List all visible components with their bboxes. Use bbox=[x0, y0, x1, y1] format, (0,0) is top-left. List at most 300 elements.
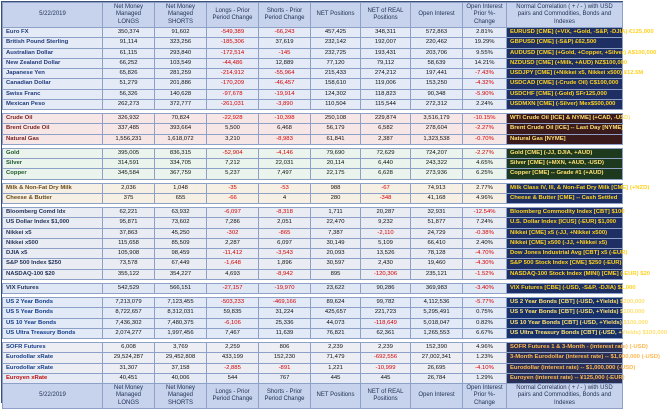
value-cell: -52,904 bbox=[207, 148, 259, 158]
instrument-name: Nikkei x500 bbox=[3, 238, 103, 248]
correlation-cell: USDMXN [CME] (-Silver) Mex$500,000 bbox=[507, 99, 623, 109]
value-cell: 314,591 bbox=[103, 159, 155, 169]
correlation-cell: Copper [CME] -- Grade #1 (+AUD) bbox=[507, 169, 623, 179]
value-cell: 2,387 bbox=[361, 134, 411, 144]
instrument-name: Canadian Dollar bbox=[3, 79, 103, 89]
value-cell: 115,544 bbox=[361, 99, 411, 109]
value-cell: 2,239 bbox=[311, 343, 361, 353]
value-cell: 1.29% bbox=[463, 373, 507, 383]
value-cell: 348,311 bbox=[361, 28, 411, 38]
value-cell: 220,462 bbox=[411, 38, 463, 48]
instrument-name: US Ultra Treasury Bonds bbox=[3, 328, 103, 338]
value-cell: 7,387 bbox=[311, 228, 361, 238]
correlation-cell: Gold [CME] (-JJ, DJIA, +AUD) bbox=[507, 148, 623, 158]
instrument-name: Swiss Franc bbox=[3, 89, 103, 99]
value-cell: 293,840 bbox=[155, 48, 207, 58]
value-cell: 4,693 bbox=[207, 269, 259, 279]
value-cell: -7.43% bbox=[463, 69, 507, 79]
table-row bbox=[3, 134, 623, 144]
correlation-cell: GBPUSD [CME] (-S&P) £62,500 bbox=[507, 38, 623, 48]
table-row bbox=[3, 79, 623, 89]
value-cell: 345,584 bbox=[103, 169, 155, 179]
value-cell: 2,036 bbox=[103, 183, 155, 193]
value-cell: 280 bbox=[311, 193, 361, 203]
value-cell: -19,970 bbox=[259, 283, 311, 293]
value-cell: 767 bbox=[259, 373, 311, 383]
instrument-name: Nikkei x5 bbox=[3, 228, 103, 238]
value-cell: -3.40% bbox=[463, 283, 507, 293]
instrument-name: DJIA x5 bbox=[3, 249, 103, 259]
value-cell: -2.27% bbox=[463, 124, 507, 134]
value-cell: 272,312 bbox=[411, 99, 463, 109]
header-longs-change: Longs - Prior Period Change bbox=[207, 3, 259, 28]
value-cell: 1,221 bbox=[311, 363, 361, 373]
instrument-name: VIX Futures bbox=[3, 283, 103, 293]
value-cell: 23,622 bbox=[311, 283, 361, 293]
cot-report-sheet bbox=[1, 1, 667, 406]
instrument-name: S&P 500 Index $250 bbox=[3, 259, 103, 269]
value-cell: 445 bbox=[361, 373, 411, 383]
value-cell: -302 bbox=[207, 228, 259, 238]
value-cell: 31,224 bbox=[259, 308, 311, 318]
value-cell: 6,628 bbox=[361, 169, 411, 179]
value-cell: 22,175 bbox=[311, 169, 361, 179]
value-cell: -97,678 bbox=[207, 89, 259, 99]
value-cell: 4.96% bbox=[463, 193, 507, 203]
value-cell: 1,997,456 bbox=[155, 328, 207, 338]
value-cell: 24,729 bbox=[411, 228, 463, 238]
value-cell: 19.29% bbox=[463, 38, 507, 48]
value-cell: 393,664 bbox=[155, 124, 207, 134]
value-cell: 250,108 bbox=[311, 114, 361, 124]
header-net: NET Positions bbox=[311, 3, 361, 28]
instrument-name: Natural Gas bbox=[3, 134, 103, 144]
value-cell: 0.82% bbox=[463, 318, 507, 328]
value-cell: 66,252 bbox=[103, 58, 155, 68]
value-cell: 3,210 bbox=[207, 134, 259, 144]
value-cell: -469,166 bbox=[259, 298, 311, 308]
value-cell: -4.10% bbox=[463, 363, 507, 373]
value-cell: 158,610 bbox=[311, 79, 361, 89]
value-cell: 337,485 bbox=[103, 124, 155, 134]
value-cell: 115,658 bbox=[103, 238, 155, 248]
table-row bbox=[3, 208, 623, 218]
value-cell: 1,618,072 bbox=[155, 134, 207, 144]
value-cell: -35 bbox=[207, 183, 259, 193]
value-cell: 566,151 bbox=[155, 283, 207, 293]
value-cell: 124,302 bbox=[311, 89, 361, 99]
instrument-name: Gold bbox=[3, 148, 103, 158]
value-cell: -46,457 bbox=[259, 79, 311, 89]
value-cell: 32,931 bbox=[411, 208, 463, 218]
value-cell: 62,221 bbox=[103, 208, 155, 218]
value-cell: 193,431 bbox=[361, 48, 411, 58]
value-cell: -3,543 bbox=[259, 249, 311, 259]
value-cell: -67 bbox=[361, 183, 411, 193]
value-cell: 7,286 bbox=[207, 218, 259, 228]
instrument-name: Silver bbox=[3, 159, 103, 169]
value-cell: 5,109 bbox=[361, 238, 411, 248]
value-cell: 1,323,538 bbox=[411, 134, 463, 144]
value-cell: 20,093 bbox=[311, 249, 361, 259]
footer-open-interest: Open Interest bbox=[411, 384, 463, 409]
value-cell: 89,624 bbox=[311, 298, 361, 308]
value-cell: 7,212 bbox=[207, 159, 259, 169]
value-cell: 103,549 bbox=[155, 58, 207, 68]
value-cell: 37,863 bbox=[103, 228, 155, 238]
value-cell: 62,361 bbox=[361, 328, 411, 338]
correlation-cell: U.S. Dollar Index [ICUS] (-EUR) $1,000 bbox=[507, 218, 623, 228]
footer-shorts: Net Money Managed SHORTS bbox=[155, 384, 207, 409]
table-row bbox=[3, 159, 623, 169]
value-cell: 278,604 bbox=[411, 124, 463, 134]
value-cell: 73,602 bbox=[155, 218, 207, 228]
value-cell: -6,106 bbox=[207, 318, 259, 328]
header-longs: Net Money Managed LONGS bbox=[103, 3, 155, 28]
value-cell: 281,259 bbox=[155, 69, 207, 79]
value-cell: 334,705 bbox=[155, 159, 207, 169]
correlation-cell: USDJPY [CME] (+Nikkei x5, Nikkei x500) ¥12.5M bbox=[507, 69, 623, 79]
value-cell: 95,871 bbox=[103, 218, 155, 228]
value-cell: 369,983 bbox=[411, 283, 463, 293]
value-cell: 1.23% bbox=[463, 353, 507, 363]
instrument-name: Euro FX bbox=[3, 28, 103, 38]
footer-longs: Net Money Managed LONGS bbox=[103, 384, 155, 409]
value-cell: -8,318 bbox=[259, 208, 311, 218]
correlation-cell: Nikkei [CME] x5 (-JJ, +Nikkei x500) bbox=[507, 228, 623, 238]
table-row bbox=[3, 28, 623, 38]
table-row bbox=[3, 283, 623, 293]
table-row bbox=[3, 89, 623, 99]
value-cell: 73,578 bbox=[103, 259, 155, 269]
value-cell: 66,410 bbox=[411, 238, 463, 248]
value-cell: 203,706 bbox=[411, 48, 463, 58]
value-cell: 192,007 bbox=[361, 38, 411, 48]
value-cell: 79,690 bbox=[311, 148, 361, 158]
table-row bbox=[3, 218, 623, 228]
instrument-name: Copper bbox=[3, 169, 103, 179]
value-cell: 59,835 bbox=[207, 308, 259, 318]
value-cell: 243,322 bbox=[411, 159, 463, 169]
footer-net-real: NET of REAL Positions bbox=[361, 384, 411, 409]
correlation-cell: US Ultra Treasury Bonds [CBT] (-USD, +Yields) $100,000 bbox=[507, 328, 623, 338]
instrument-name: US Dollar Index $1,000 bbox=[3, 218, 103, 228]
table-row bbox=[3, 298, 623, 308]
value-cell: 262,273 bbox=[103, 99, 155, 109]
value-cell: 367,759 bbox=[155, 169, 207, 179]
instrument-name: US 2 Year Bonds bbox=[3, 298, 103, 308]
value-cell: 20,287 bbox=[361, 208, 411, 218]
value-cell: -891 bbox=[259, 363, 311, 373]
value-cell: 7,123,455 bbox=[155, 298, 207, 308]
value-cell: 29,524,287 bbox=[103, 353, 155, 363]
value-cell: 201,886 bbox=[155, 79, 207, 89]
instrument-name: Eurodollar xRate bbox=[3, 363, 103, 373]
table-row bbox=[3, 343, 623, 353]
header-shorts-change: Shorts - Prior Period Change bbox=[259, 3, 311, 28]
value-cell: -120,306 bbox=[361, 269, 411, 279]
value-cell: 77,120 bbox=[311, 58, 361, 68]
value-cell: 7,497 bbox=[259, 169, 311, 179]
value-cell: 1,711 bbox=[311, 208, 361, 218]
correlation-cell: US 10 Year Bonds [CBT] (-USD, +Yields) $100,000 bbox=[507, 318, 623, 328]
value-cell: -261,031 bbox=[207, 99, 259, 109]
value-cell: 12,889 bbox=[259, 58, 311, 68]
value-cell: 326,932 bbox=[103, 114, 155, 124]
value-cell: 37,158 bbox=[155, 363, 207, 373]
value-cell: 14.21% bbox=[463, 58, 507, 68]
value-cell: 655 bbox=[155, 193, 207, 203]
value-cell: 197,441 bbox=[411, 69, 463, 79]
value-cell: 2.77% bbox=[463, 183, 507, 193]
table-row bbox=[3, 308, 623, 318]
value-cell: 221,723 bbox=[361, 308, 411, 318]
value-cell: 41,168 bbox=[411, 193, 463, 203]
value-cell: 542,529 bbox=[103, 283, 155, 293]
value-cell: 988 bbox=[311, 183, 361, 193]
value-cell: 2,074,277 bbox=[103, 328, 155, 338]
value-cell: -55,964 bbox=[259, 69, 311, 79]
table-row bbox=[3, 99, 623, 109]
header-open-interest: Open Interest bbox=[411, 3, 463, 28]
value-cell: 425,657 bbox=[311, 308, 361, 318]
value-cell: 70,824 bbox=[155, 114, 207, 124]
value-cell: -11,412 bbox=[207, 249, 259, 259]
correlation-cell: Natural Gas [NYME] bbox=[507, 134, 623, 144]
value-cell: -10,398 bbox=[259, 114, 311, 124]
value-cell: -27,157 bbox=[207, 283, 259, 293]
value-cell: 5,237 bbox=[207, 169, 259, 179]
table-row bbox=[3, 48, 623, 58]
correlation-cell: Nikkei [CME] x500 (-JJ, +Nikkei x5) bbox=[507, 238, 623, 248]
value-cell: -5.77% bbox=[463, 298, 507, 308]
value-cell: 724,207 bbox=[411, 148, 463, 158]
value-cell: -8,942 bbox=[259, 269, 311, 279]
value-cell: 0.75% bbox=[463, 308, 507, 318]
value-cell: 6,008 bbox=[103, 343, 155, 353]
value-cell: 350,374 bbox=[103, 28, 155, 38]
table-row bbox=[3, 38, 623, 48]
value-cell: 4,112,536 bbox=[411, 298, 463, 308]
value-cell: 215,433 bbox=[311, 69, 361, 79]
value-cell: -4,146 bbox=[259, 148, 311, 158]
correlation-cell: SOFR Futures 1 & 3-Month - (interest rate) (-USD) bbox=[507, 343, 623, 353]
header-row bbox=[3, 3, 623, 28]
value-cell: 1,556,231 bbox=[103, 134, 155, 144]
value-cell: 27,002,341 bbox=[411, 353, 463, 363]
table-row bbox=[3, 259, 623, 269]
value-cell: -10,999 bbox=[361, 363, 411, 373]
table-row bbox=[3, 148, 623, 158]
value-cell: 22,031 bbox=[259, 159, 311, 169]
instrument-name: Cheese & Butter bbox=[3, 193, 103, 203]
value-cell: 67,449 bbox=[155, 259, 207, 269]
table-row bbox=[3, 269, 623, 279]
value-cell: 354,227 bbox=[155, 269, 207, 279]
value-cell: 5,500 bbox=[207, 124, 259, 134]
value-cell: 7,436,302 bbox=[103, 318, 155, 328]
value-cell: 2,239 bbox=[361, 343, 411, 353]
value-cell: 457,425 bbox=[311, 28, 361, 38]
value-cell: 2,287 bbox=[207, 238, 259, 248]
value-cell: -172,514 bbox=[207, 48, 259, 58]
correlation-cell: US 2 Year Bonds [CBT] (-USD, +Yields) $200,000 bbox=[507, 298, 623, 308]
value-cell: 323,256 bbox=[155, 38, 207, 48]
value-cell: -2.27% bbox=[463, 148, 507, 158]
value-cell: -2,885 bbox=[207, 363, 259, 373]
value-cell: 30,149 bbox=[311, 238, 361, 248]
value-cell: 8,312,031 bbox=[155, 308, 207, 318]
value-cell: -19,914 bbox=[259, 89, 311, 99]
value-cell: 7,480,375 bbox=[155, 318, 207, 328]
value-cell: -2,110 bbox=[361, 228, 411, 238]
value-cell: -348 bbox=[361, 193, 411, 203]
value-cell: -4.32% bbox=[463, 79, 507, 89]
correlation-cell: Eurodollar (interest rate) -- $1,000,000 (-USD) bbox=[507, 363, 623, 373]
value-cell: 372,777 bbox=[155, 99, 207, 109]
correlation-cell: USDCHF [CME] (-Gold) SFr125,000 bbox=[507, 89, 623, 99]
instrument-name: British Pound Sterling bbox=[3, 38, 103, 48]
instrument-name: New Zealand Dollar bbox=[3, 58, 103, 68]
header-shorts: Net Money Managed SHORTS bbox=[155, 3, 207, 28]
table-row bbox=[3, 228, 623, 238]
value-cell: 2.40% bbox=[463, 238, 507, 248]
value-cell: 40,006 bbox=[155, 373, 207, 383]
table-row bbox=[3, 58, 623, 68]
value-cell: 6,097 bbox=[259, 238, 311, 248]
instrument-name: Euroyen xRate bbox=[3, 373, 103, 383]
value-cell: -692,556 bbox=[361, 353, 411, 363]
table-row bbox=[3, 124, 623, 134]
value-cell: 836,315 bbox=[155, 148, 207, 158]
value-cell: 31,307 bbox=[103, 363, 155, 373]
value-cell: 119,006 bbox=[361, 79, 411, 89]
value-cell: -4.30% bbox=[463, 259, 507, 269]
value-cell: 232,725 bbox=[311, 48, 361, 58]
value-cell: 2.24% bbox=[463, 99, 507, 109]
value-cell: 273,936 bbox=[411, 169, 463, 179]
value-cell: 105,908 bbox=[103, 249, 155, 259]
value-cell: 118,823 bbox=[361, 89, 411, 99]
value-cell: -4.70% bbox=[463, 249, 507, 259]
value-cell: -12.54% bbox=[463, 208, 507, 218]
value-cell: -44,486 bbox=[207, 58, 259, 68]
value-cell: 74,913 bbox=[411, 183, 463, 193]
value-cell: -22,928 bbox=[207, 114, 259, 124]
value-cell: -145 bbox=[259, 48, 311, 58]
value-cell: 1,265,553 bbox=[411, 328, 463, 338]
value-cell: 274,212 bbox=[361, 69, 411, 79]
header-correlation: Normal Correlation ( + / - ) with USD pairs and Commodities, Bonds and Indexes bbox=[507, 3, 623, 28]
value-cell: 26,784 bbox=[411, 373, 463, 383]
footer-oi-change: Open Interest Prior %-Change bbox=[463, 384, 507, 409]
value-cell: 2,051 bbox=[259, 218, 311, 228]
correlation-cell: S&P 500 Stock Index [CME] $250 (-EUR) bbox=[507, 259, 623, 269]
footer-date: 5/22/2019 bbox=[3, 384, 103, 409]
value-cell: 99,782 bbox=[361, 298, 411, 308]
value-cell: 76,821 bbox=[311, 328, 361, 338]
value-cell: 3,516,179 bbox=[411, 114, 463, 124]
footer-correlation: Normal Correlation ( + / - ) with USD pairs and Commodities, Bonds and Indexes bbox=[507, 384, 623, 409]
table-row bbox=[3, 69, 623, 79]
value-cell: 395,005 bbox=[103, 148, 155, 158]
value-cell: -118,649 bbox=[361, 318, 411, 328]
value-cell: -3,890 bbox=[259, 99, 311, 109]
value-cell: 19,460 bbox=[411, 259, 463, 269]
value-cell: 45,250 bbox=[155, 228, 207, 238]
value-cell: 544 bbox=[207, 373, 259, 383]
table-row bbox=[3, 238, 623, 248]
value-cell: 51,877 bbox=[411, 218, 463, 228]
value-cell: 375 bbox=[103, 193, 155, 203]
value-cell: 61,115 bbox=[103, 48, 155, 58]
value-cell: 26,695 bbox=[411, 363, 463, 373]
value-cell: 79,112 bbox=[361, 58, 411, 68]
correlation-cell: Milk Class IV, III, & Non-Fat Dry Milk [CME] (+NZD) bbox=[507, 183, 623, 193]
instrument-name: Crude Oil bbox=[3, 114, 103, 124]
instrument-name: Brent Crude Oil bbox=[3, 124, 103, 134]
value-cell: -1,648 bbox=[207, 259, 259, 269]
instrument-name: Mexican Peso bbox=[3, 99, 103, 109]
value-cell: 85,509 bbox=[155, 238, 207, 248]
value-cell: 5,295,491 bbox=[411, 308, 463, 318]
value-cell: -214,912 bbox=[207, 69, 259, 79]
value-cell: 9.55% bbox=[463, 48, 507, 58]
value-cell: 63,932 bbox=[155, 208, 207, 218]
instrument-name: Australian Dollar bbox=[3, 48, 103, 58]
value-cell: 91,114 bbox=[103, 38, 155, 48]
value-cell: 25,336 bbox=[259, 318, 311, 328]
footer-net: NET Positions bbox=[311, 384, 361, 409]
value-cell: 3,769 bbox=[155, 343, 207, 353]
value-cell: -185,306 bbox=[207, 38, 259, 48]
instrument-name: US 10 Year Bonds bbox=[3, 318, 103, 328]
value-cell: 30,597 bbox=[311, 259, 361, 269]
value-cell: 152,230 bbox=[259, 353, 311, 363]
correlation-cell: WTI Crude Oil [ICE] & NYME] (+CAD, -USD) bbox=[507, 114, 623, 124]
value-cell: 90,348 bbox=[411, 89, 463, 99]
instrument-name: US 5 Year Bonds bbox=[3, 308, 103, 318]
table-row bbox=[3, 249, 623, 259]
value-cell: 895 bbox=[311, 269, 361, 279]
value-cell: -0.38% bbox=[463, 228, 507, 238]
value-cell: 91,602 bbox=[155, 28, 207, 38]
value-cell: -5.90% bbox=[463, 89, 507, 99]
correlation-cell: USDCAD [CME] (-Crude Oil) C$100,000 bbox=[507, 79, 623, 89]
value-cell: 78,128 bbox=[411, 249, 463, 259]
correlation-cell: Dow Jones Industrial Avg [CBT] x5 (-EUR) bbox=[507, 249, 623, 259]
value-cell: 355,122 bbox=[103, 269, 155, 279]
value-cell: 2,259 bbox=[207, 343, 259, 353]
cot-table bbox=[2, 2, 667, 409]
correlation-cell: US 5 Year Bonds [CBT] (-USD, +Yields) $100,000 bbox=[507, 308, 623, 318]
footer-longs-change: Longs - Prior Period Change bbox=[207, 384, 259, 409]
value-cell: 51,279 bbox=[103, 79, 155, 89]
value-cell: 44,073 bbox=[311, 318, 361, 328]
instrument-name: Bloomberg Comd Idx bbox=[3, 208, 103, 218]
correlation-cell: VIX Futures [CBE] (-USD, -S&P, -DJIA) $1,000 bbox=[507, 283, 623, 293]
table-row bbox=[3, 328, 623, 338]
value-cell: 4.96% bbox=[463, 343, 507, 353]
footer-row bbox=[3, 384, 623, 409]
value-cell: 572,863 bbox=[411, 28, 463, 38]
table-row bbox=[3, 114, 623, 124]
value-cell: 235,121 bbox=[411, 269, 463, 279]
value-cell: -170,209 bbox=[207, 79, 259, 89]
value-cell: 65,826 bbox=[103, 69, 155, 79]
value-cell: 5,018,047 bbox=[411, 318, 463, 328]
value-cell: 232,142 bbox=[311, 38, 361, 48]
